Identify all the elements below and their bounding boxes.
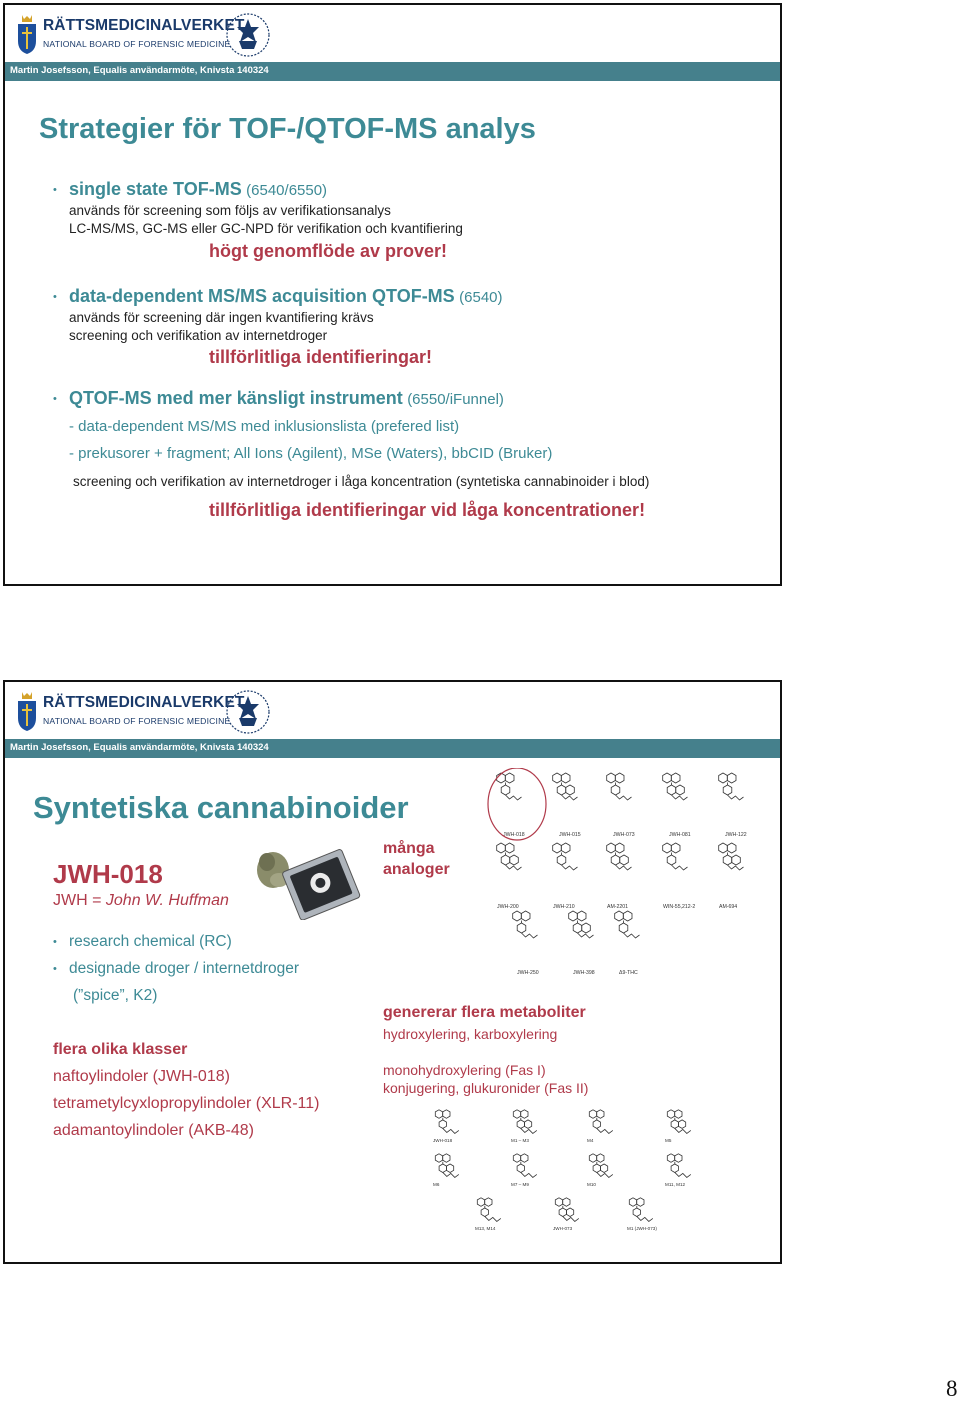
jwh-title: JWH-018 [53, 859, 163, 889]
bullet-dot: • [53, 963, 57, 975]
bullet-dot: • [53, 393, 57, 405]
metabolites-heading: genererar flera metaboliter [383, 1004, 586, 1021]
slide-2 [3, 680, 782, 1264]
molecule-structure [663, 773, 688, 800]
header-bar [5, 739, 780, 758]
structure-label: M11, M12 [665, 1182, 686, 1187]
molecule-structure [607, 843, 632, 870]
header-text: Martin Josefsson, Equalis användarmöte, Knivsta 140324 [10, 65, 269, 76]
structure-label: AM-2201 [607, 904, 629, 910]
structure-label: M7 – M9 [511, 1182, 529, 1187]
bullet-3-heading: QTOF-MS med mer känsligt instrument (6550/iFunnel) [69, 388, 504, 408]
molecule-structure [555, 1198, 579, 1222]
bullet-2-line-1: används för screening där ingen kvantifiering krävs [69, 310, 374, 325]
molecule-structure [629, 1198, 653, 1222]
molecule-structure [719, 773, 744, 800]
structure-label: M5 [665, 1138, 672, 1143]
bullet-3-emphasis: tillförlitliga identifieringar vid låga koncentrationer! [209, 500, 646, 520]
structure-label: AM-694 [719, 904, 738, 910]
header-text: Martin Josefsson, Equalis användarmöte, Knivsta 140324 [10, 742, 269, 753]
structure-label: JWH-018 [503, 832, 525, 838]
molecule-structure [435, 1110, 459, 1134]
bullet-3-line-3: screening och verifikation av internetdroger i låga koncentration (syntetiska cannabinoider i blod) [73, 474, 650, 489]
logo-area [13, 11, 273, 61]
molecule-structure [719, 843, 744, 870]
structure-label: M10 [587, 1182, 596, 1187]
metabolites-line-3: konjugering, glukuronider (Fas II) [383, 1080, 589, 1096]
org-subtitle: NATIONAL BOARD OF FORENSIC MEDICINE [43, 39, 231, 49]
org-name: RÄTTSMEDICINALVERKET [43, 694, 245, 711]
structure-label: JWH-073 [553, 1226, 573, 1231]
bullet-research-chemical: research chemical (RC) [69, 933, 232, 950]
structure-label: Δ9-THC [619, 970, 638, 976]
structure-label: JWH-018 [433, 1138, 453, 1143]
structure-label: JWH-015 [559, 832, 581, 838]
university-logo-icon [225, 688, 271, 736]
structure-label: JWH-398 [573, 970, 595, 976]
structure-label: JWH-122 [725, 832, 747, 838]
molecule-structure [497, 773, 522, 800]
molecule-structure [513, 1154, 537, 1178]
metabolites-line-1: hydroxylering, karboxylering [383, 1026, 558, 1042]
bullet-designer-drugs: designade droger / internetdroger [69, 960, 300, 977]
structure-label: JWH-073 [613, 832, 635, 838]
molecule-structure [589, 1154, 613, 1178]
class-item: tetrametylcyxlopropylindoler (XLR-11) [53, 1095, 320, 1112]
molecule-structure [615, 911, 640, 938]
bullet-1-line-1: används för screening som följs av verifikationsanalys [69, 203, 391, 218]
bullet-2-line-2: screening och verifikation av internetdroger [69, 328, 328, 343]
bullet-3-line-2: - prekusorer + fragment; All Ions (Agilent), MSe (Waters), bbCID (Bruker) [69, 445, 553, 462]
molecule-structure [667, 1154, 691, 1178]
header-bar [5, 62, 780, 81]
structure-label: M1 – M3 [511, 1138, 529, 1143]
org-name: RÄTTSMEDICINALVERKET [43, 17, 245, 34]
class-item: adamantoylindoler (AKB-48) [53, 1122, 254, 1139]
analog-structures-figure [483, 768, 781, 980]
structure-label: JWH-200 [497, 904, 519, 910]
structure-label: JWH-250 [517, 970, 539, 976]
slide-1 [3, 3, 782, 586]
structure-label: M13, M14 [475, 1226, 496, 1231]
crest-icon [15, 13, 39, 55]
molecule-structure [553, 773, 578, 800]
bullet-1-line-2: LC-MS/MS, GC-MS eller GC-NPD för verifikation och kvantifiering [69, 221, 463, 236]
classes-heading: flera olika klasser [53, 1041, 188, 1058]
structure-label: M1 (JWH-073) [627, 1226, 657, 1231]
bullet-spice-k2: (”spice”, K2) [73, 987, 158, 1004]
molecule-structure [667, 1110, 691, 1134]
structure-label: M6 [433, 1182, 440, 1187]
molecule-structure [513, 1110, 537, 1134]
highlight-ring [488, 768, 546, 840]
metabolites-line-2: monohydroxylering (Fas I) [383, 1062, 546, 1078]
molecule-structure [497, 843, 522, 870]
molecule-structure [589, 1110, 613, 1134]
molecule-structure [607, 773, 632, 800]
molecule-structure [513, 911, 538, 938]
jwh-expansion: JWH = John W. Huffman [53, 892, 229, 909]
metabolite-structures-figure [419, 1108, 781, 1236]
crest-icon [15, 690, 39, 732]
page-number: 8 [946, 1376, 958, 1401]
structure-label: JWH-210 [553, 904, 575, 910]
slide-title: Syntetiska cannabinoider [33, 790, 409, 825]
molecule-structure [477, 1198, 501, 1222]
logo-area [13, 688, 273, 738]
bullet-3-line-1: - data-dependent MS/MS med inklusionslista (prefered list) [69, 418, 460, 435]
bullet-2-emphasis: tillförlitliga identifieringar! [209, 347, 433, 367]
molecule-structure [435, 1154, 459, 1178]
slide-title: Strategier för TOF-/QTOF-MS analys [39, 113, 536, 145]
bullet-dot: • [53, 184, 57, 196]
bullet-2-heading: data-dependent MS/MS acquisition QTOF-MS (6540) [69, 286, 503, 306]
molecule-structure [663, 843, 688, 870]
structure-label: JWH-081 [669, 832, 691, 838]
bullet-dot: • [53, 936, 57, 948]
bullet-1-heading: single state TOF-MS (6540/6550) [69, 179, 328, 199]
org-subtitle: NATIONAL BOARD OF FORENSIC MEDICINE [43, 716, 231, 726]
molecule-structure [569, 911, 594, 938]
structure-label: M4 [587, 1138, 594, 1143]
many-analogs-label: många analoger [383, 840, 450, 878]
structure-label: WIN-55,212-2 [663, 904, 696, 910]
bullet-dot: • [53, 291, 57, 303]
class-item: naftoylindoler (JWH-018) [53, 1068, 230, 1085]
university-logo-icon [225, 11, 271, 59]
spice-packet-image [253, 842, 363, 920]
bullet-1-emphasis: högt genomflöde av prover! [209, 241, 448, 261]
molecule-structure [553, 843, 578, 870]
